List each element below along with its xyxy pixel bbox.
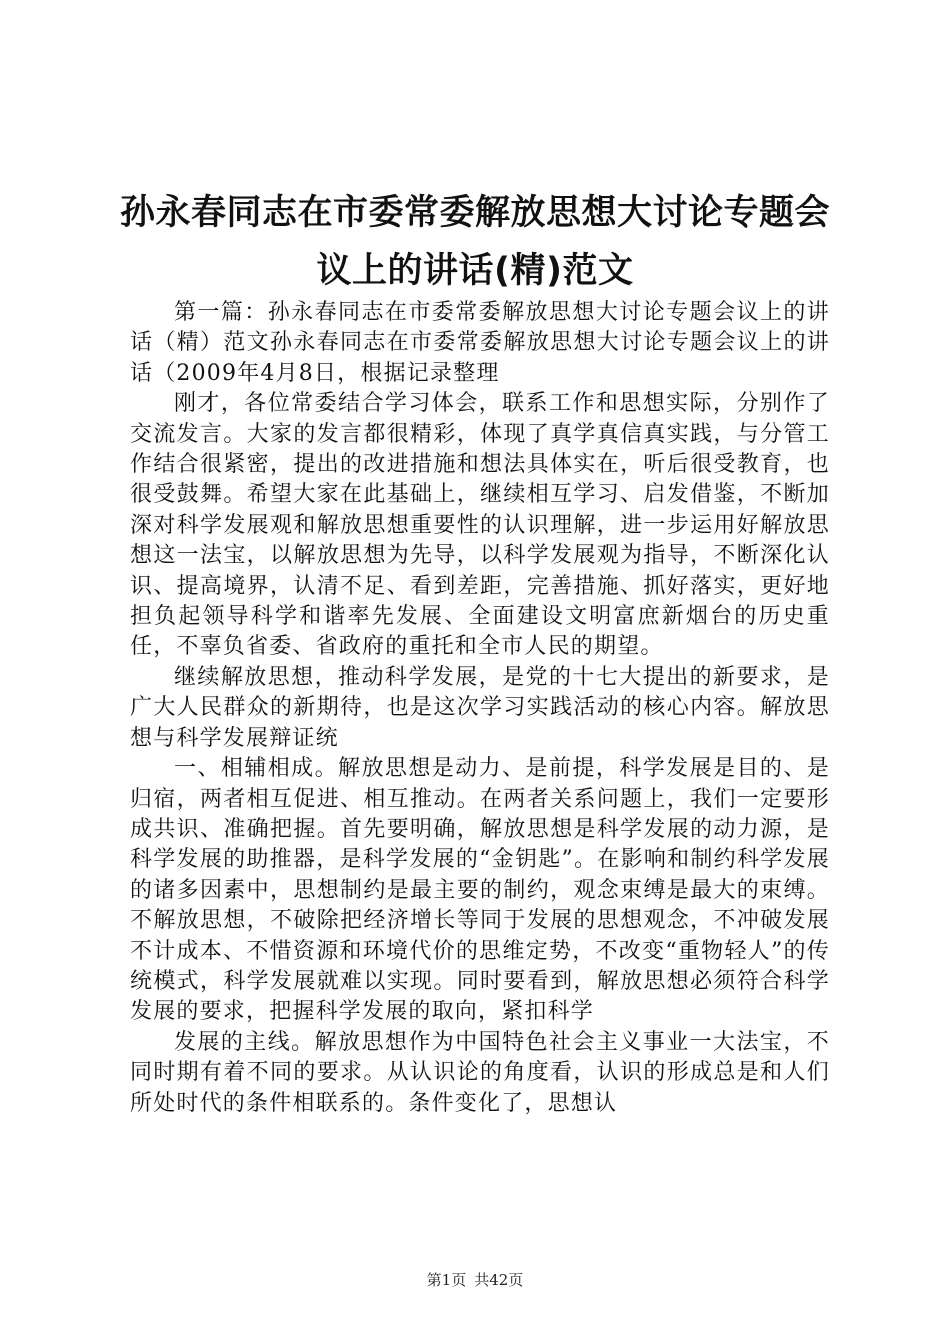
paragraph: 继续解放思想，推动科学发展，是党的十七大提出的新要求，是广大人民群众的新期待，也是这次学习实践活动的核心内容。解放思想与科学发展辩证统	[130, 664, 830, 751]
page-footer	[0, 1270, 950, 1290]
page-total: 共42页	[474, 1271, 524, 1289]
title-line-1: 孙永春同志在市委常委解放思想大讨论专题会	[119, 193, 830, 233]
document-body	[130, 298, 830, 1119]
paragraph: 第一篇：孙永春同志在市委常委解放思想大讨论专题会议上的讲话（精）范文孙永春同志在市委常委解放思想大讨论专题会议上的讲话（2009年4月8日，根据记录整理	[130, 300, 830, 386]
title-line-2: 议上的讲话(精)范文	[316, 251, 634, 291]
paragraph: 发展的主线。解放思想作为中国特色社会主义事业一大法宝，不同时期有着不同的要求。从认识论的角度看，认识的形成总是和人们所处时代的条件相联系的。条件变化了，思想认	[130, 1029, 830, 1116]
paragraph: 刚才，各位常委结合学习体会，联系工作和思想实际，分别作了交流发言。大家的发言都很精彩，体现了真学真信真实践，与分管工作结合很紧密，提出的改进措施和想法具体实在，听后很受教育，也很受鼓舞。希望大家在此基础上，继续相互学习、启发借鉴，不断加深对科学发展观和解放思想重要性的认识理解，进一步运用好解放思想这一法宝，以解放思想为先导，以科学发展观为指导，不断深化认识、提高境界，认清不足、看到差距，完善措施、抓好落实，更好地担负起领导科学和谐率先发展、全面建设文明富庶新烟台的历史重任，不辜负省委、省政府的重托和全市人民的期望。	[130, 391, 830, 660]
page-number: 第1页	[426, 1271, 467, 1289]
paragraph: 一、相辅相成。解放思想是动力、是前提，科学发展是目的、是归宿，两者相互促进、相互推动。在两者关系问题上，我们一定要形成共识、准确把握。首先要明确，解放思想是科学发展的动力源，是科学发展的助推器，是科学发展的“金钥匙”。在影响和制约科学发展的诸多因素中，思想制约是最主要的制约，观念束缚是最大的束缚。不解放思想，不破除把经济增长等同于发展的思想观念，不冲破发展不计成本、不惜资源和环境代价的思维定势，不改变“重物轻人”的传统模式，科学发展就难以实现。同时要看到，解放思想必须符合科学发展的要求，把握科学发展的取向，紧扣科学	[130, 756, 830, 1025]
document-title	[110, 184, 840, 300]
